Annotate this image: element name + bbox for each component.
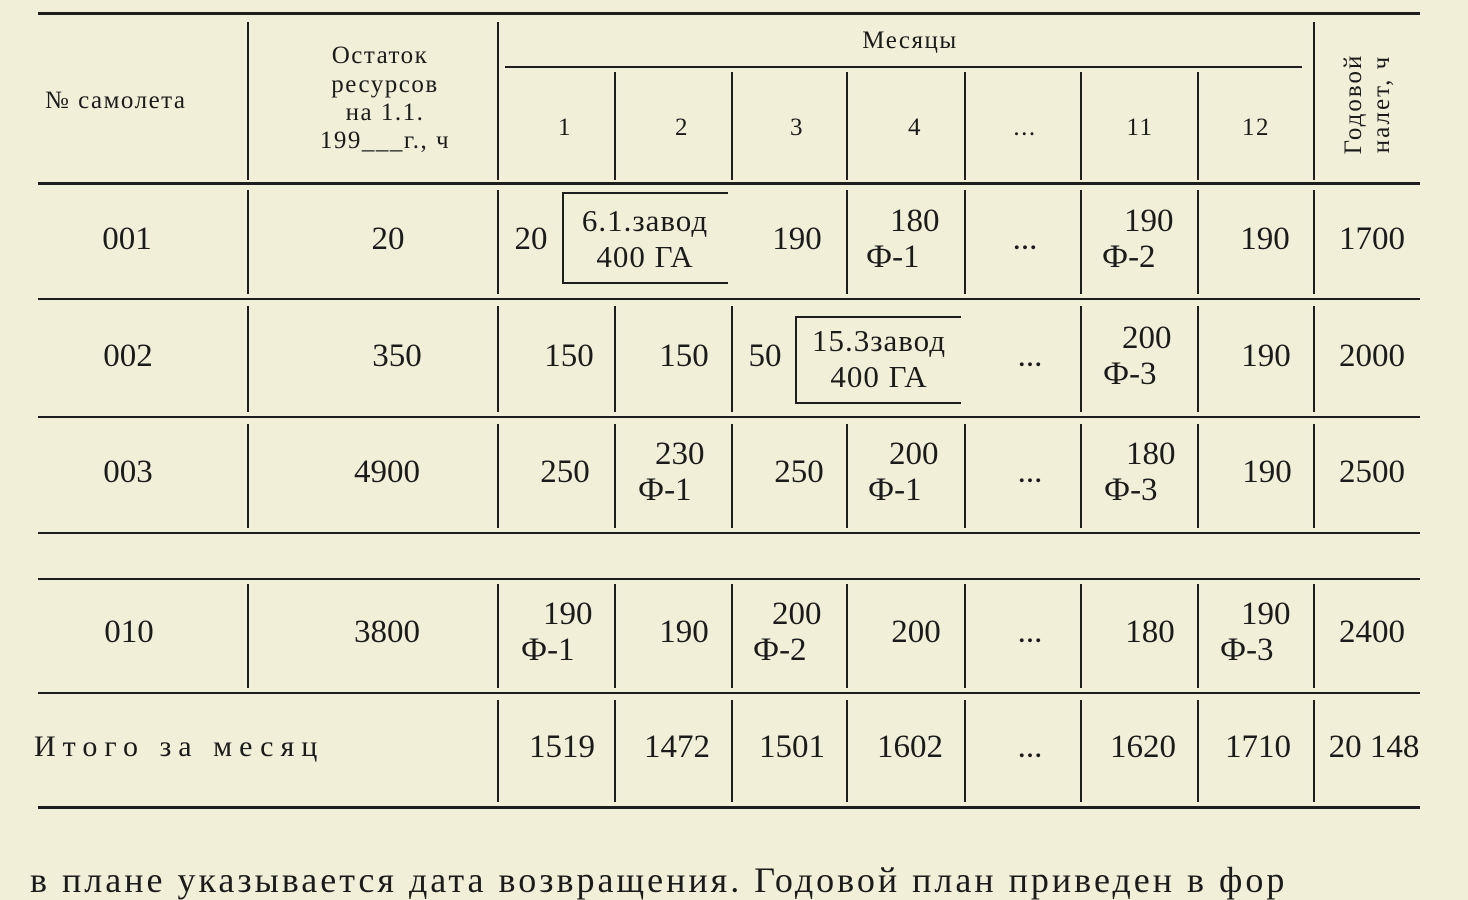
- row-001-aircraft: 001: [102, 221, 152, 257]
- rule: [614, 306, 616, 412]
- row-002-m2: 150: [659, 338, 709, 374]
- row-rule-1: [38, 298, 1420, 300]
- row-002-factory-line2: 400 ГА: [830, 359, 928, 394]
- row-003-ellipsis: ...: [1017, 454, 1043, 490]
- rule: [964, 700, 966, 802]
- row-001-m11-form: Ф-2: [1102, 239, 1156, 275]
- row-002-factory-line1: 15.3завод: [811, 323, 947, 358]
- rule: [964, 190, 966, 294]
- row-010-m4: 200: [891, 614, 941, 650]
- row-003-m11-form: Ф-3: [1104, 472, 1158, 508]
- rule: [1197, 306, 1199, 412]
- totals-m2: 1472: [644, 729, 710, 765]
- totals-annual: 20 148: [1328, 729, 1420, 765]
- totals-ellipsis: ...: [1017, 729, 1043, 765]
- rule: [497, 700, 499, 802]
- rule: [731, 584, 733, 688]
- row-010-m12-value: 190: [1241, 596, 1291, 632]
- rule: [247, 584, 249, 688]
- row-002-remain: 350: [372, 338, 422, 374]
- header-remain-line1: Остаток: [331, 42, 429, 69]
- table-top-rule: [38, 12, 1420, 15]
- rule: [731, 700, 733, 802]
- row-010-m3-form: Ф-2: [753, 632, 807, 668]
- col-rule-months-end: [1313, 22, 1315, 180]
- header-month-1: 1: [558, 114, 572, 141]
- row-010-m3-value: 200: [772, 596, 822, 632]
- rule: [1080, 424, 1082, 528]
- rule: [497, 584, 499, 688]
- header-annual-line2: налет, ч: [1368, 54, 1395, 154]
- header-remain-line2: ресурсов: [331, 71, 439, 98]
- row-001-m11-value: 190: [1124, 203, 1174, 239]
- row-010-m2: 190: [659, 614, 709, 650]
- rule: [964, 584, 966, 688]
- rule: [247, 306, 249, 412]
- header-month-4: 4: [908, 114, 922, 141]
- rule: [1313, 424, 1315, 528]
- row-002-aircraft: 002: [103, 338, 153, 374]
- rule: [964, 424, 966, 528]
- row-010-m1-form: Ф-1: [521, 632, 575, 668]
- totals-m11: 1620: [1110, 729, 1176, 765]
- row-010-remain: 3800: [354, 614, 420, 650]
- rule: [731, 424, 733, 528]
- header-bottom-rule: [38, 182, 1420, 185]
- row-003-aircraft: 003: [103, 454, 153, 490]
- col-rule-m11: [1197, 72, 1199, 180]
- months-group-rule: [505, 66, 1302, 68]
- header-months-group: Месяцы: [862, 27, 958, 54]
- table-bottom-rule: [38, 806, 1420, 809]
- rule: [1080, 584, 1082, 688]
- rule: [1313, 190, 1315, 294]
- row-001-m12: 190: [1240, 221, 1290, 257]
- row-010-aircraft: 010: [104, 614, 154, 650]
- totals-m1: 1519: [529, 729, 595, 765]
- rule: [1080, 190, 1082, 294]
- rule: [247, 190, 249, 294]
- header-aircraft-no: № самолета: [45, 87, 187, 114]
- row-002-m11-value: 200: [1122, 320, 1172, 356]
- rule: [247, 424, 249, 528]
- row-rule-4: [38, 578, 1420, 580]
- row-002-ellipsis: ...: [1017, 338, 1043, 374]
- rule: [846, 700, 848, 802]
- rule: [1080, 700, 1082, 802]
- row-001-remain: 20: [371, 221, 405, 257]
- rule: [497, 306, 499, 412]
- row-002-m3: 50: [748, 338, 782, 374]
- row-010-m11: 180: [1125, 614, 1175, 650]
- header-month-12: 12: [1242, 114, 1270, 141]
- rule: [846, 190, 848, 294]
- header-remain-line3: на 1.1.: [345, 99, 425, 126]
- row-003-m11-value: 180: [1126, 436, 1176, 472]
- header-month-2: 2: [675, 114, 689, 141]
- rule: [497, 190, 499, 294]
- row-003-m12: 190: [1242, 454, 1292, 490]
- row-003-m1: 250: [540, 454, 590, 490]
- row-001-m4-form: Ф-1: [866, 239, 920, 275]
- rule: [846, 424, 848, 528]
- row-003-m4-form: Ф-1: [868, 472, 922, 508]
- row-002-m12: 190: [1241, 338, 1291, 374]
- col-rule-mdots: [1080, 72, 1082, 180]
- rule: [1197, 424, 1199, 528]
- header-annual-flight: [1340, 34, 1400, 174]
- totals-m3: 1501: [759, 729, 825, 765]
- rule: [1197, 700, 1199, 802]
- rule: [614, 584, 616, 688]
- totals-label: Итого за месяц: [34, 730, 325, 763]
- col-rule-m2: [731, 72, 733, 180]
- rule: [846, 584, 848, 688]
- rule: [1313, 306, 1315, 412]
- row-003-annual: 2500: [1339, 454, 1405, 490]
- row-010-ellipsis: ...: [1017, 614, 1043, 650]
- row-001-m4-value: 180: [890, 203, 940, 239]
- row-003-m4-value: 200: [889, 436, 939, 472]
- row-002-m11-form: Ф-3: [1103, 356, 1157, 392]
- rule: [1313, 584, 1315, 688]
- row-003-remain: 4900: [354, 454, 420, 490]
- rule: [1197, 190, 1199, 294]
- row-002-annual: 2000: [1339, 338, 1405, 374]
- row-001-m1: 20: [514, 221, 548, 257]
- rule: [614, 700, 616, 802]
- header-month-ellipsis: ...: [1013, 114, 1037, 141]
- col-rule-remain: [497, 22, 499, 180]
- totals-m12: 1710: [1225, 729, 1291, 765]
- row-rule-2: [38, 416, 1420, 418]
- header-annual-line1: Годовой: [1340, 53, 1367, 155]
- row-001-m3: 190: [772, 221, 822, 257]
- row-010-m1-value: 190: [543, 596, 593, 632]
- header-remain-line4: 199___г., ч: [319, 127, 451, 154]
- col-rule-m1: [614, 72, 616, 180]
- rule: [1197, 584, 1199, 688]
- rule: [1080, 306, 1082, 412]
- row-010-annual: 2400: [1339, 614, 1405, 650]
- row-002-factory-box-text: [797, 323, 961, 395]
- row-001-factory-line1: 6.1.завод: [581, 203, 709, 238]
- rule: [731, 306, 733, 412]
- col-rule-m4: [964, 72, 966, 180]
- body-text-fragment: в плане указывается дата возвращения. Годовой план приведен в фор: [30, 860, 1288, 900]
- rule: [1313, 700, 1315, 802]
- rule: [614, 424, 616, 528]
- row-001-ellipsis: ...: [1012, 221, 1038, 257]
- row-001-factory-box-text: [564, 203, 726, 275]
- row-003-m2-form: Ф-1: [638, 472, 692, 508]
- totals-m4: 1602: [877, 729, 943, 765]
- row-003-m3: 250: [774, 454, 824, 490]
- header-month-3: 3: [790, 114, 804, 141]
- col-rule-m3: [846, 72, 848, 180]
- rule: [497, 424, 499, 528]
- row-001-annual: 1700: [1339, 221, 1405, 257]
- row-rule-3: [38, 532, 1420, 534]
- header-month-11: 11: [1126, 114, 1154, 141]
- row-002-m1: 150: [544, 338, 594, 374]
- row-003-m2-value: 230: [655, 436, 705, 472]
- row-rule-5: [38, 692, 1420, 694]
- col-rule-aircraft: [247, 22, 249, 180]
- row-010-m12-form: Ф-3: [1220, 632, 1274, 668]
- row-001-factory-line2: 400 ГА: [596, 239, 694, 274]
